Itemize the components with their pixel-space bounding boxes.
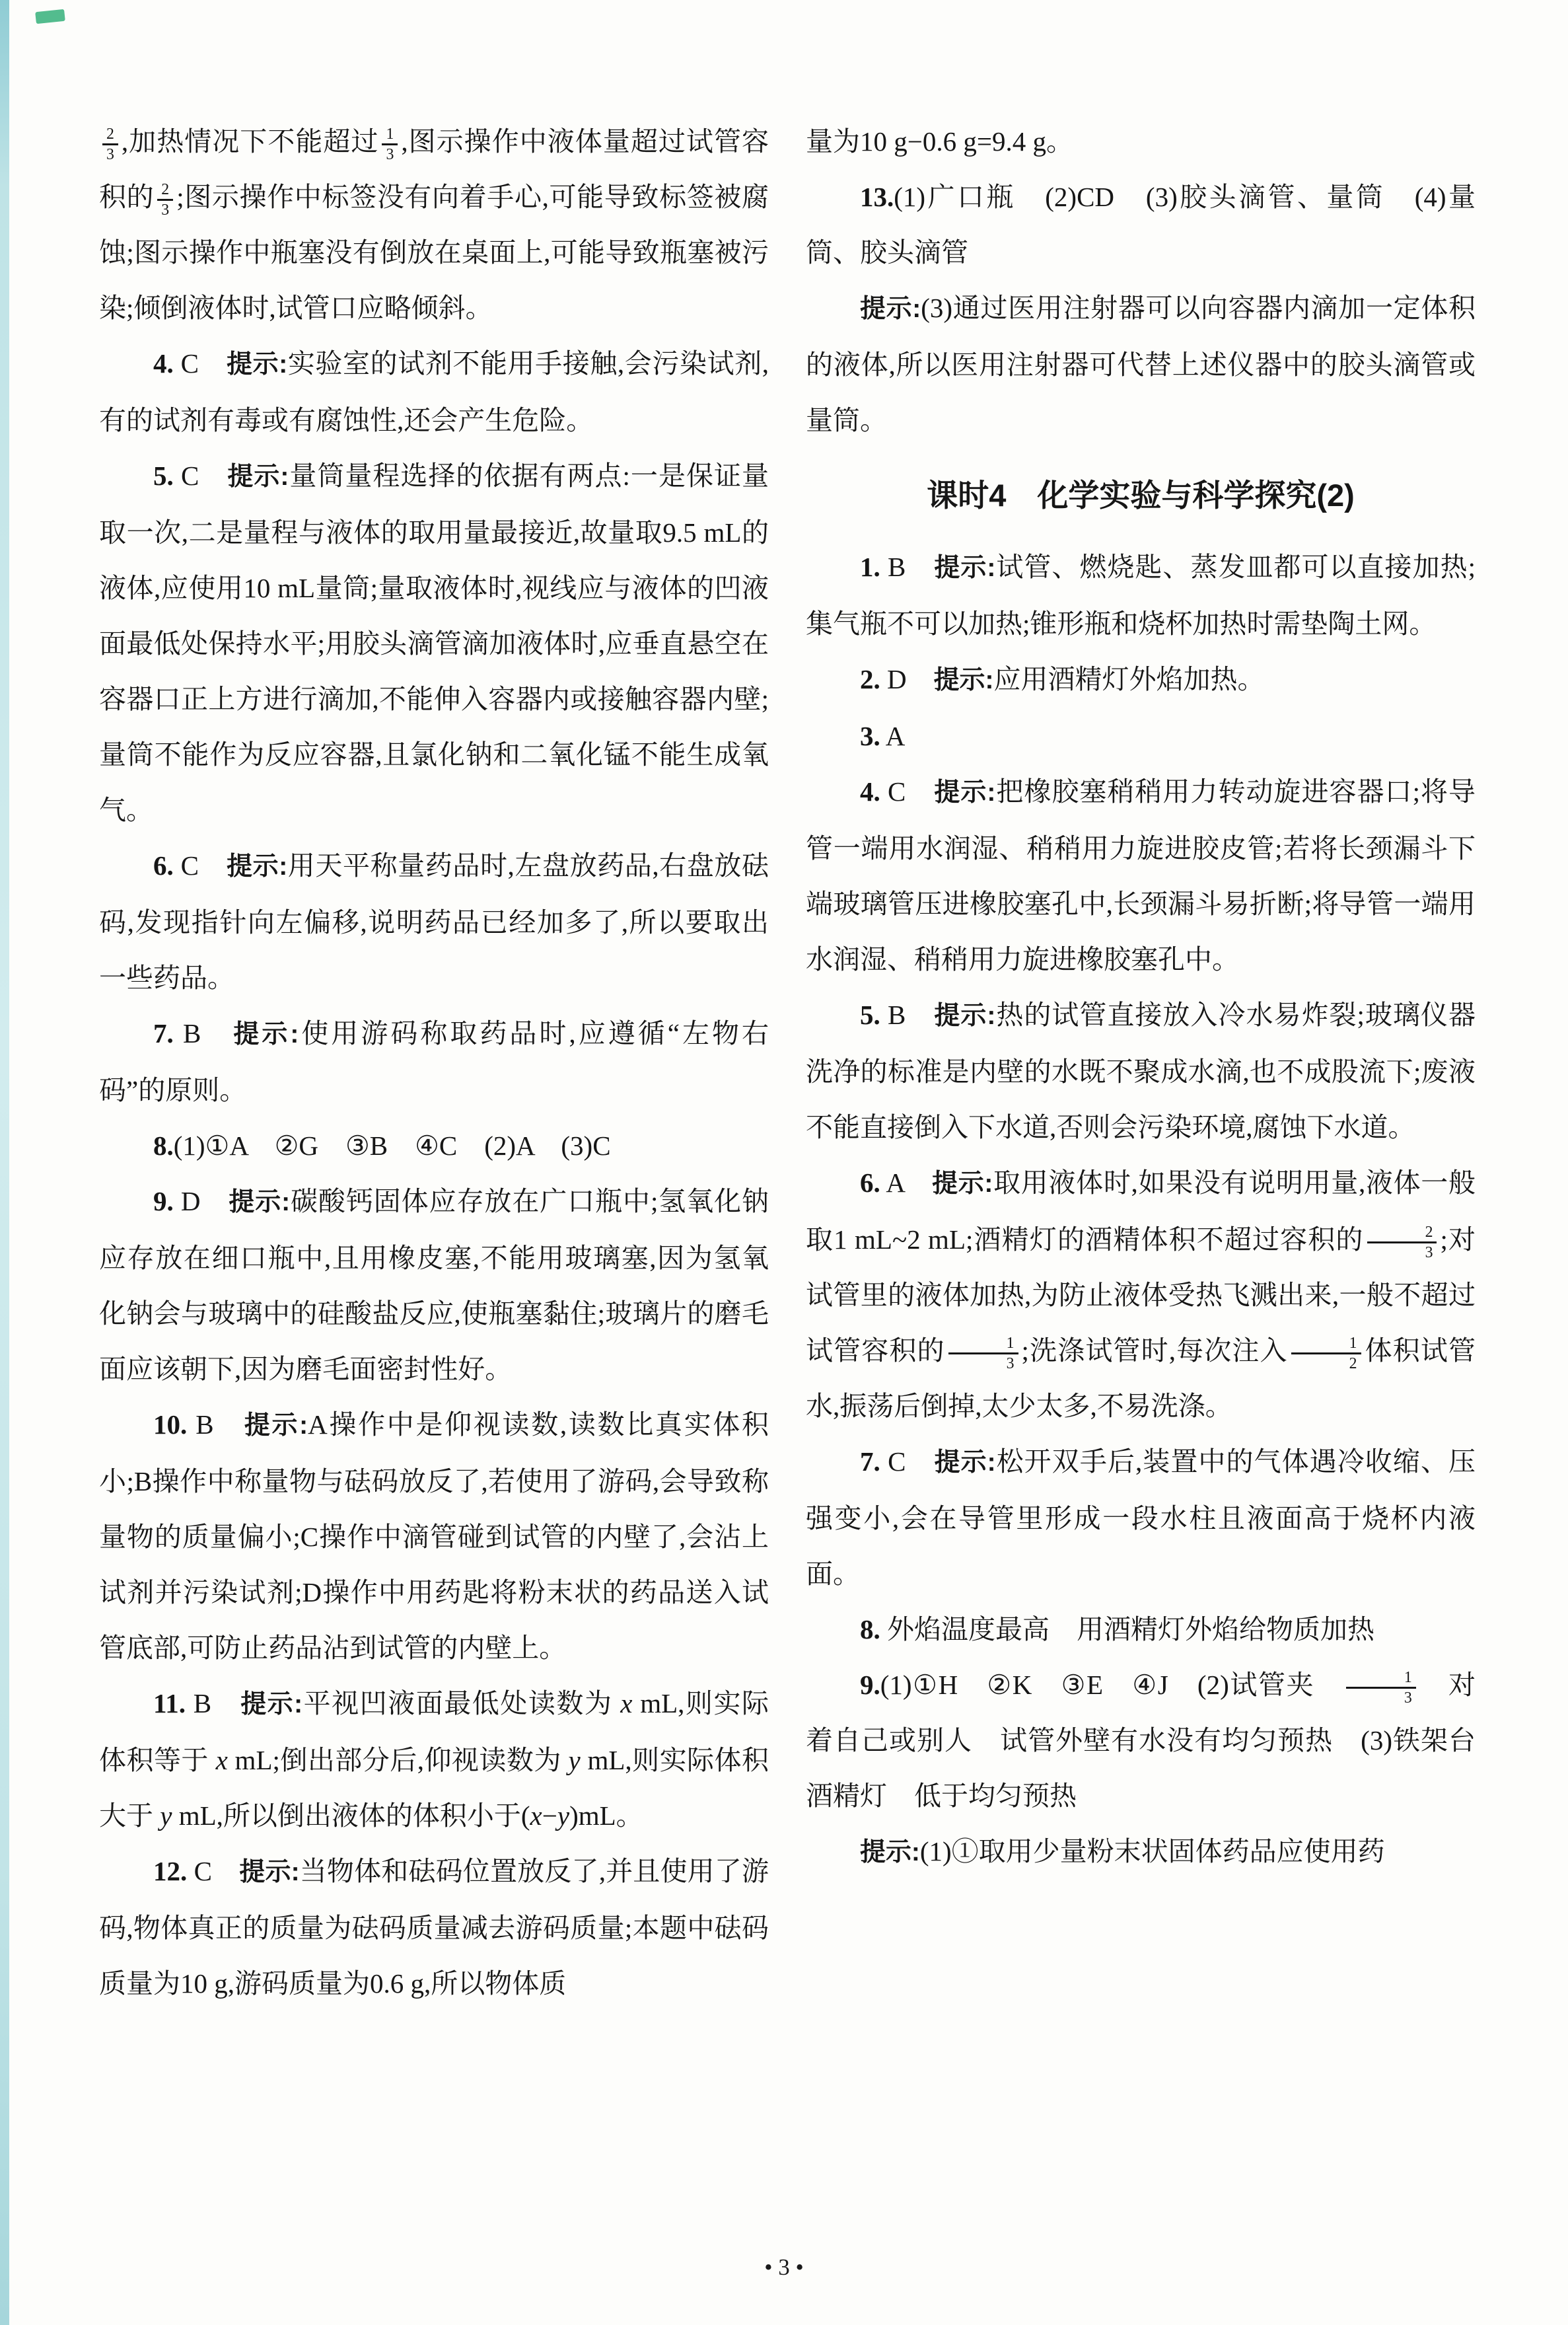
- question-number: 6.: [153, 850, 174, 881]
- hint-label: 提示:: [934, 1448, 996, 1477]
- variable: x: [215, 1745, 228, 1775]
- question-number: 8.: [860, 1614, 880, 1644]
- answer-11: 11. B 提示:平视凹液面最低处读数为 x mL,则实际体积等于 x mL;倒出部分后,仰视读数为 y mL,则实际体积大于 y mL,所以倒出液体的体积小于(x−y)mL。: [99, 1688, 769, 1831]
- question-number: 3.: [860, 721, 880, 751]
- answer-5: 5. C 提示:量筒量程选择的依据有两点:一是保证量取一次,二是量程与液体的取用量最接近,故量取9.5 mL的液体,应使用10 mL量筒;量取液体时,视线应与液体的凹液面最低处保持水平;用胶头滴管滴加液体时,应垂直悬空在容器口正上方进行滴加,不能伸入容器内或接触容器内壁;量筒不能作为反应容器,且氯化钠和二氧化锰不能生成氧气。: [99, 461, 769, 825]
- book-spine-edge: [0, 0, 9, 2325]
- hint-label: 提示:: [240, 1690, 303, 1718]
- hint-label: 提示:: [227, 350, 288, 379]
- hint-label: 提示:: [932, 1169, 993, 1198]
- fraction: $\frac{1}{2}$: [1291, 1334, 1361, 1374]
- hint-label: 提示:: [233, 1020, 299, 1049]
- page-content: [99, 114, 1503, 2011]
- variable: y: [160, 1800, 172, 1831]
- answer-2: 2. D 提示:应用酒精灯外焰加热。: [860, 664, 1265, 694]
- hint-label: 提示:: [229, 1188, 291, 1216]
- answer-5: 5. B 提示:热的试管直接放入冷水易炸裂;玻璃仪器洗净的标准是内壁的水既不聚成水滴,也不成股流下;废液不能直接倒入下水道,否则会污染环境,腐蚀下水道。: [806, 1000, 1476, 1142]
- question-number: 2.: [860, 664, 880, 694]
- right-column: [806, 114, 1503, 2011]
- hint-label: 提示:: [239, 1858, 300, 1886]
- question-number: 1.: [860, 552, 880, 582]
- fraction: $\frac{2}{3}$: [102, 125, 118, 165]
- answer-9: 9. D 提示:碳酸钙固体应存放在广口瓶中;氢氧化钠应存放在细口瓶中,且用橡皮塞,不能用玻璃塞,因为氢氧化钠会与玻璃中的硅酸盐反应,使瓶塞黏住;玻璃片的磨毛面应该朝下,因为磨毛面密封性好。: [99, 1186, 769, 1384]
- hint-label: 提示:: [934, 778, 996, 807]
- question-number: 4.: [153, 348, 174, 379]
- question-number: 5.: [153, 461, 174, 491]
- hint-label: 提示:: [227, 852, 288, 881]
- hint-label: 提示:: [860, 1838, 920, 1866]
- question-number: 6.: [860, 1167, 880, 1198]
- answer-6: 6. C 提示:用天平称量药品时,左盘放药品,右盘放砝码,发现指针向左偏移,说明药品已经加多了,所以要取出一些药品。: [99, 850, 769, 993]
- question-number: 9.: [153, 1186, 174, 1216]
- answer-7: 7. C 提示:松开双手后,装置中的气体遇冷收缩、压强变小,会在导管里形成一段水柱且液面高于烧杯内液面。: [806, 1446, 1476, 1589]
- left-column: [99, 114, 769, 2011]
- hint-label: 提示:: [244, 1411, 308, 1440]
- hint-label: 提示:: [934, 554, 996, 582]
- question-number: 8.: [153, 1130, 174, 1161]
- variable: y: [568, 1745, 581, 1775]
- hint-label: 提示:: [934, 1002, 996, 1030]
- page-number: • 3 •: [764, 2254, 804, 2280]
- question-number: 13.: [860, 182, 894, 212]
- question-number: 10.: [153, 1409, 188, 1440]
- answer-4: 4. C 提示:把橡胶塞稍稍用力转动旋进容器口;将导管一端用水润湿、稍稍用力旋进胶皮管;若将长颈漏斗下端玻璃管压进橡胶塞孔中,长颈漏斗易折断;将导管一端用水润湿、稍稍用力旋进橡胶塞孔中。: [806, 776, 1476, 975]
- answer-9: 9.(1)①H ②K ③E ④J (2)试管夹 $\frac{1}{3}$ 对着自己或别人 试管外壁有水没有均匀预热 (3)铁架台 酒精灯 低于均匀预热: [806, 1668, 1503, 1811]
- page-footer: [0, 2254, 1568, 2281]
- question-number: 9.: [860, 1670, 880, 1700]
- section-heading: 课时4 化学实验与科学探究(2): [927, 478, 1355, 513]
- answer-13: 13.(1)广口瓶 (2)CD (3)胶头滴管、量筒 (4)量筒、胶头滴管: [806, 182, 1476, 268]
- fraction: $\frac{1}{3}$: [1346, 1668, 1416, 1708]
- question-number: 7.: [860, 1446, 880, 1477]
- answer-6: 6. A 提示:取用液体时,如果没有说明用量,液体一般取1 mL~2 mL;酒精灯的酒精体积不超过容积的 $\frac{2}{3}$ ;对试管里的液体加热,为防止液体受热飞溅出来,一般不超过试管容积的 $\frac{1}{3}$ ;洗涤试管时,每次注入 $\frac{1}{2}$ 体积试管水,振荡后倒掉,太少太多,不易洗涤。: [806, 1167, 1476, 1421]
- variable: x: [530, 1800, 542, 1831]
- answer-10: 10. B 提示:A操作中是仰视读数,读数比真实体积小;B操作中称量物与砝码放反了,若使用了游码,会导致称量物的质量偏小;C操作中滴管碰到试管的内壁了,会沾上试剂并污染试剂;D操作中用药匙将粉末状的药品送入试管底部,可防止药品沾到试管的内壁上。: [99, 1409, 769, 1663]
- answer-12: 12. C 提示:当物体和砝码位置放反了,并且使用了游码,物体真正的质量为砝码质量减去游码质量;本题中砝码质量为10 g,游码质量为0.6 g,所以物体质: [99, 1856, 769, 1999]
- answer-8: 8.(1)①A ②G ③B ④C (2)A (3)C: [153, 1130, 611, 1161]
- hint-label: 提示:: [860, 295, 921, 323]
- answer-1: 1. B 提示:试管、燃烧匙、蒸发皿都可以直接加热;集气瓶不可以加热;锥形瓶和烧杯加热时需垫陶土网。: [806, 552, 1476, 639]
- answer-9-hint: 提示:(1)①取用少量粉末状固体药品应使用药: [860, 1836, 1385, 1866]
- question-number: 5.: [860, 1000, 880, 1030]
- answer-13-hint: 提示:(3)通过医用注射器可以向容器内滴加一定体积的液体,所以医用注射器可代替上述仪器中的胶头滴管或量筒。: [806, 293, 1476, 435]
- variable: x: [620, 1688, 633, 1718]
- answer-7: 7. B 提示:使用游码称取药品时,应遵循“左物右码”的原则。: [99, 1018, 769, 1105]
- fraction: $\frac{2}{3}$: [157, 180, 173, 220]
- answer-3: 3. A: [860, 721, 906, 751]
- hint-label: 提示:: [227, 462, 289, 491]
- fraction: $\frac{1}{3}$: [382, 125, 398, 165]
- variable: y: [557, 1800, 570, 1831]
- corner-mark: [35, 9, 65, 24]
- question-number: 12.: [153, 1856, 188, 1886]
- answer-12-continued: 量为10 g−0.6 g=9.4 g。: [806, 126, 1073, 157]
- continued-from-previous: $\frac{2}{3}$ ,加热情况下不能超过 $\frac{1}{3}$ ,图示操作中液体量超过试管容积的 $\frac{2}{3}$ ;图示操作中标签没有向着手心,可能导致标签被腐蚀;图示操作中瓶塞没有倒放在桌面上,可能导致瓶塞被污染;倾倒液体时,试管口应略倾斜。: [99, 125, 769, 323]
- answer-4: 4. C 提示:实验室的试剂不能用手接触,会污染试剂,有的试剂有毒或有腐蚀性,还会产生危险。: [99, 348, 769, 435]
- question-number: 11.: [153, 1688, 186, 1718]
- answer-8: 8. 外焰温度最高 用酒精灯外焰给物质加热: [860, 1614, 1374, 1644]
- fraction: $\frac{1}{3}$: [948, 1334, 1018, 1374]
- fraction: $\frac{2}{3}$: [1367, 1223, 1437, 1263]
- question-number: 7.: [153, 1018, 174, 1049]
- hint-label: 提示:: [933, 666, 994, 694]
- question-number: 4.: [860, 776, 880, 807]
